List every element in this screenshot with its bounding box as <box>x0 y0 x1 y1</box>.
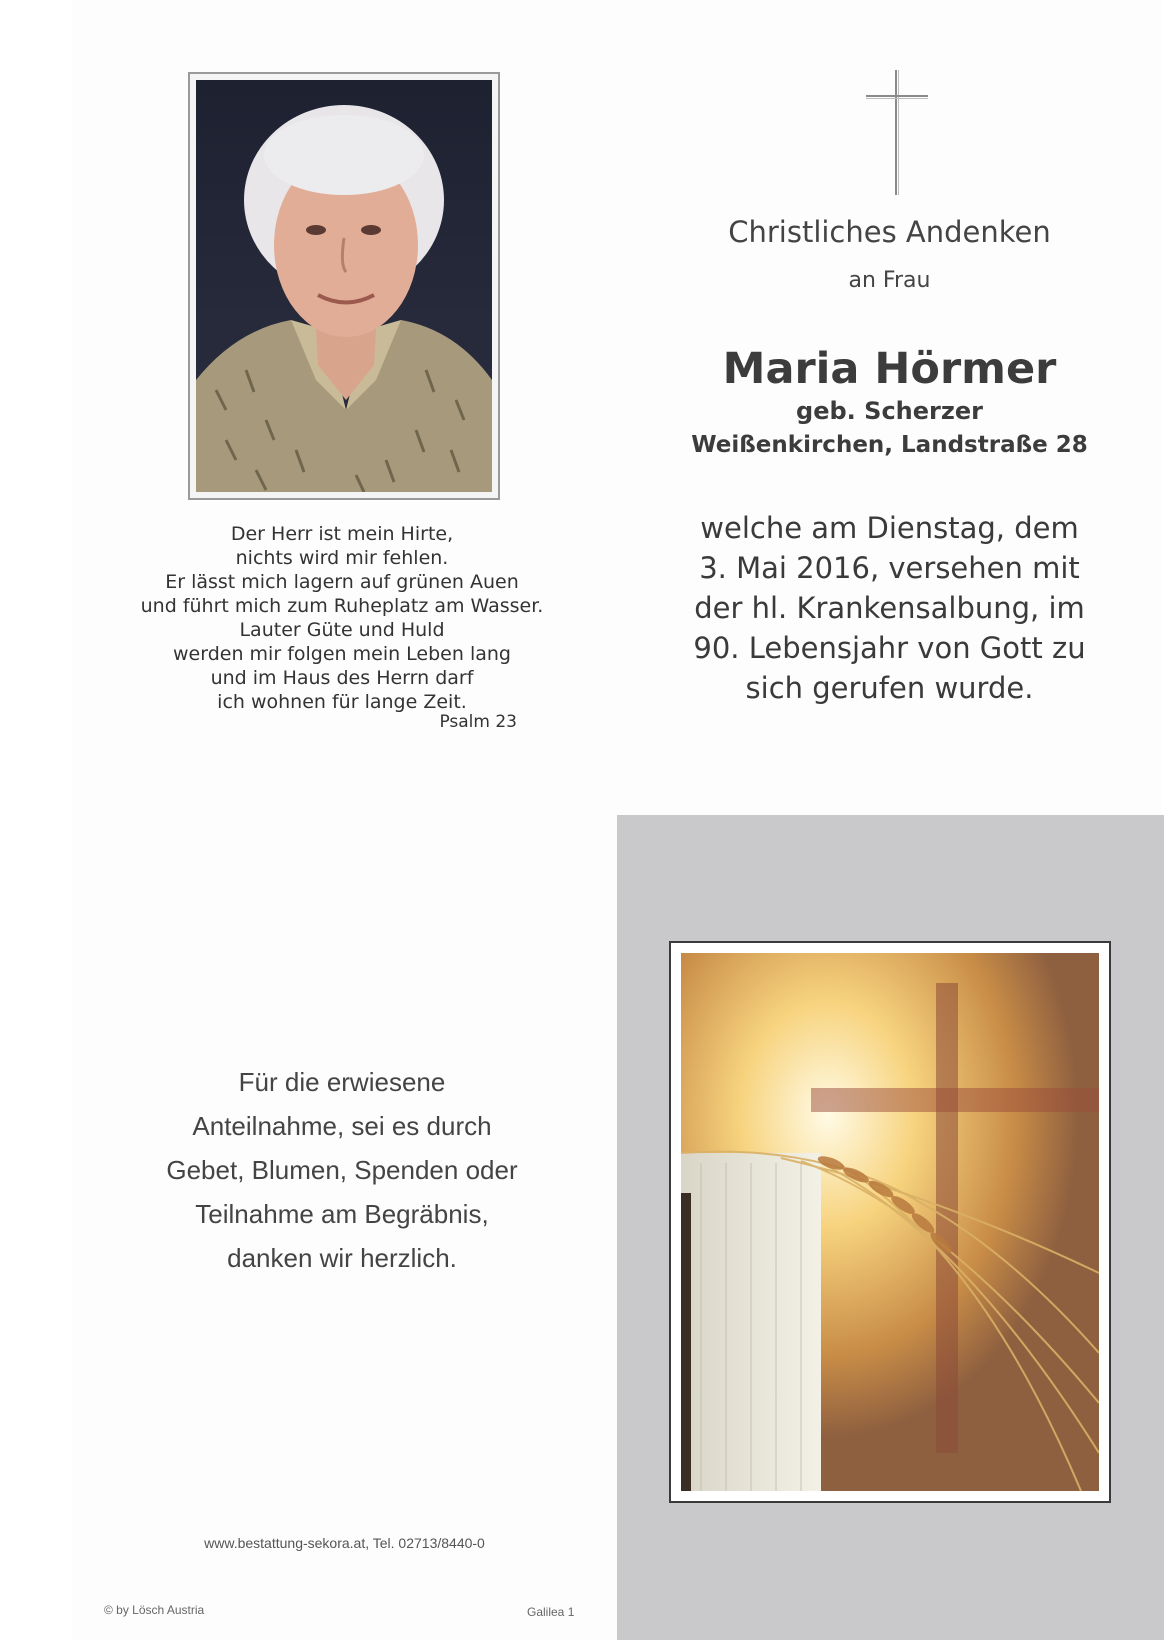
cross-icon <box>866 70 928 200</box>
design-name: Galilea 1 <box>527 1605 575 1619</box>
thanks-line: Teilnahme am Begräbnis, <box>195 1199 489 1229</box>
thanks-line: Für die erwiesene <box>238 1067 446 1097</box>
memorial-heading: Christliches Andenken <box>728 215 1051 249</box>
psalm-line: werden mir folgen mein Leben lang <box>173 643 511 665</box>
death-line: 3. Mai 2016, versehen mit <box>699 551 1080 585</box>
psalm-line: ich wohnen für lange Zeit. <box>217 691 467 713</box>
portrait-photo <box>196 80 492 492</box>
copyright: © by Lösch Austria <box>104 1603 205 1617</box>
thanks-line: danken wir herzlich. <box>227 1243 457 1273</box>
panel-portrait <box>72 0 617 815</box>
psalm-line: Lauter Güte und Huld <box>239 619 445 641</box>
birth-name: geb. Scherzer <box>796 397 983 425</box>
death-line: welche am Dienstag, dem <box>700 511 1079 545</box>
panel-cover <box>617 815 1164 1640</box>
cover-illustration <box>681 953 1099 1491</box>
death-line: 90. Lebensjahr von Gott zu <box>693 631 1086 665</box>
death-line: sich gerufen wurde. <box>745 671 1034 705</box>
psalm-reference: Psalm 23 <box>439 712 517 732</box>
psalm-line: und im Haus des Herrn darf <box>210 667 474 689</box>
panel-memorial-text <box>617 0 1162 815</box>
deceased-name: Maria Hörmer <box>722 344 1057 394</box>
cross-wheat-book-image <box>681 953 1099 1491</box>
psalm-line: Er lässt mich lagern auf grünen Auen <box>165 571 519 593</box>
psalm-line: Der Herr ist mein Hirte, <box>230 523 454 545</box>
thanks-line: Gebet, Blumen, Spenden oder <box>166 1155 518 1185</box>
thanks-text <box>112 1060 572 1280</box>
death-notice <box>667 508 1112 708</box>
address: Weißenkirchen, Landstraße 28 <box>691 432 1088 458</box>
cover-image-frame <box>669 941 1111 1503</box>
psalm-line: und führt mich zum Ruheplatz am Wasser. <box>140 595 544 617</box>
death-line: der hl. Krankensalbung, im <box>694 591 1085 625</box>
portrait-frame <box>188 72 500 500</box>
salutation: an Frau <box>848 268 931 293</box>
funeral-home-contact: www.bestattung-sekora.at, Tel. 02713/8440-0 <box>204 1535 485 1551</box>
panel-thanks <box>72 815 617 1640</box>
portrait-illustration <box>196 80 492 492</box>
psalm-text <box>132 522 552 714</box>
psalm-line: nichts wird mir fehlen. <box>235 547 449 569</box>
thanks-line: Anteilnahme, sei es durch <box>192 1111 492 1141</box>
